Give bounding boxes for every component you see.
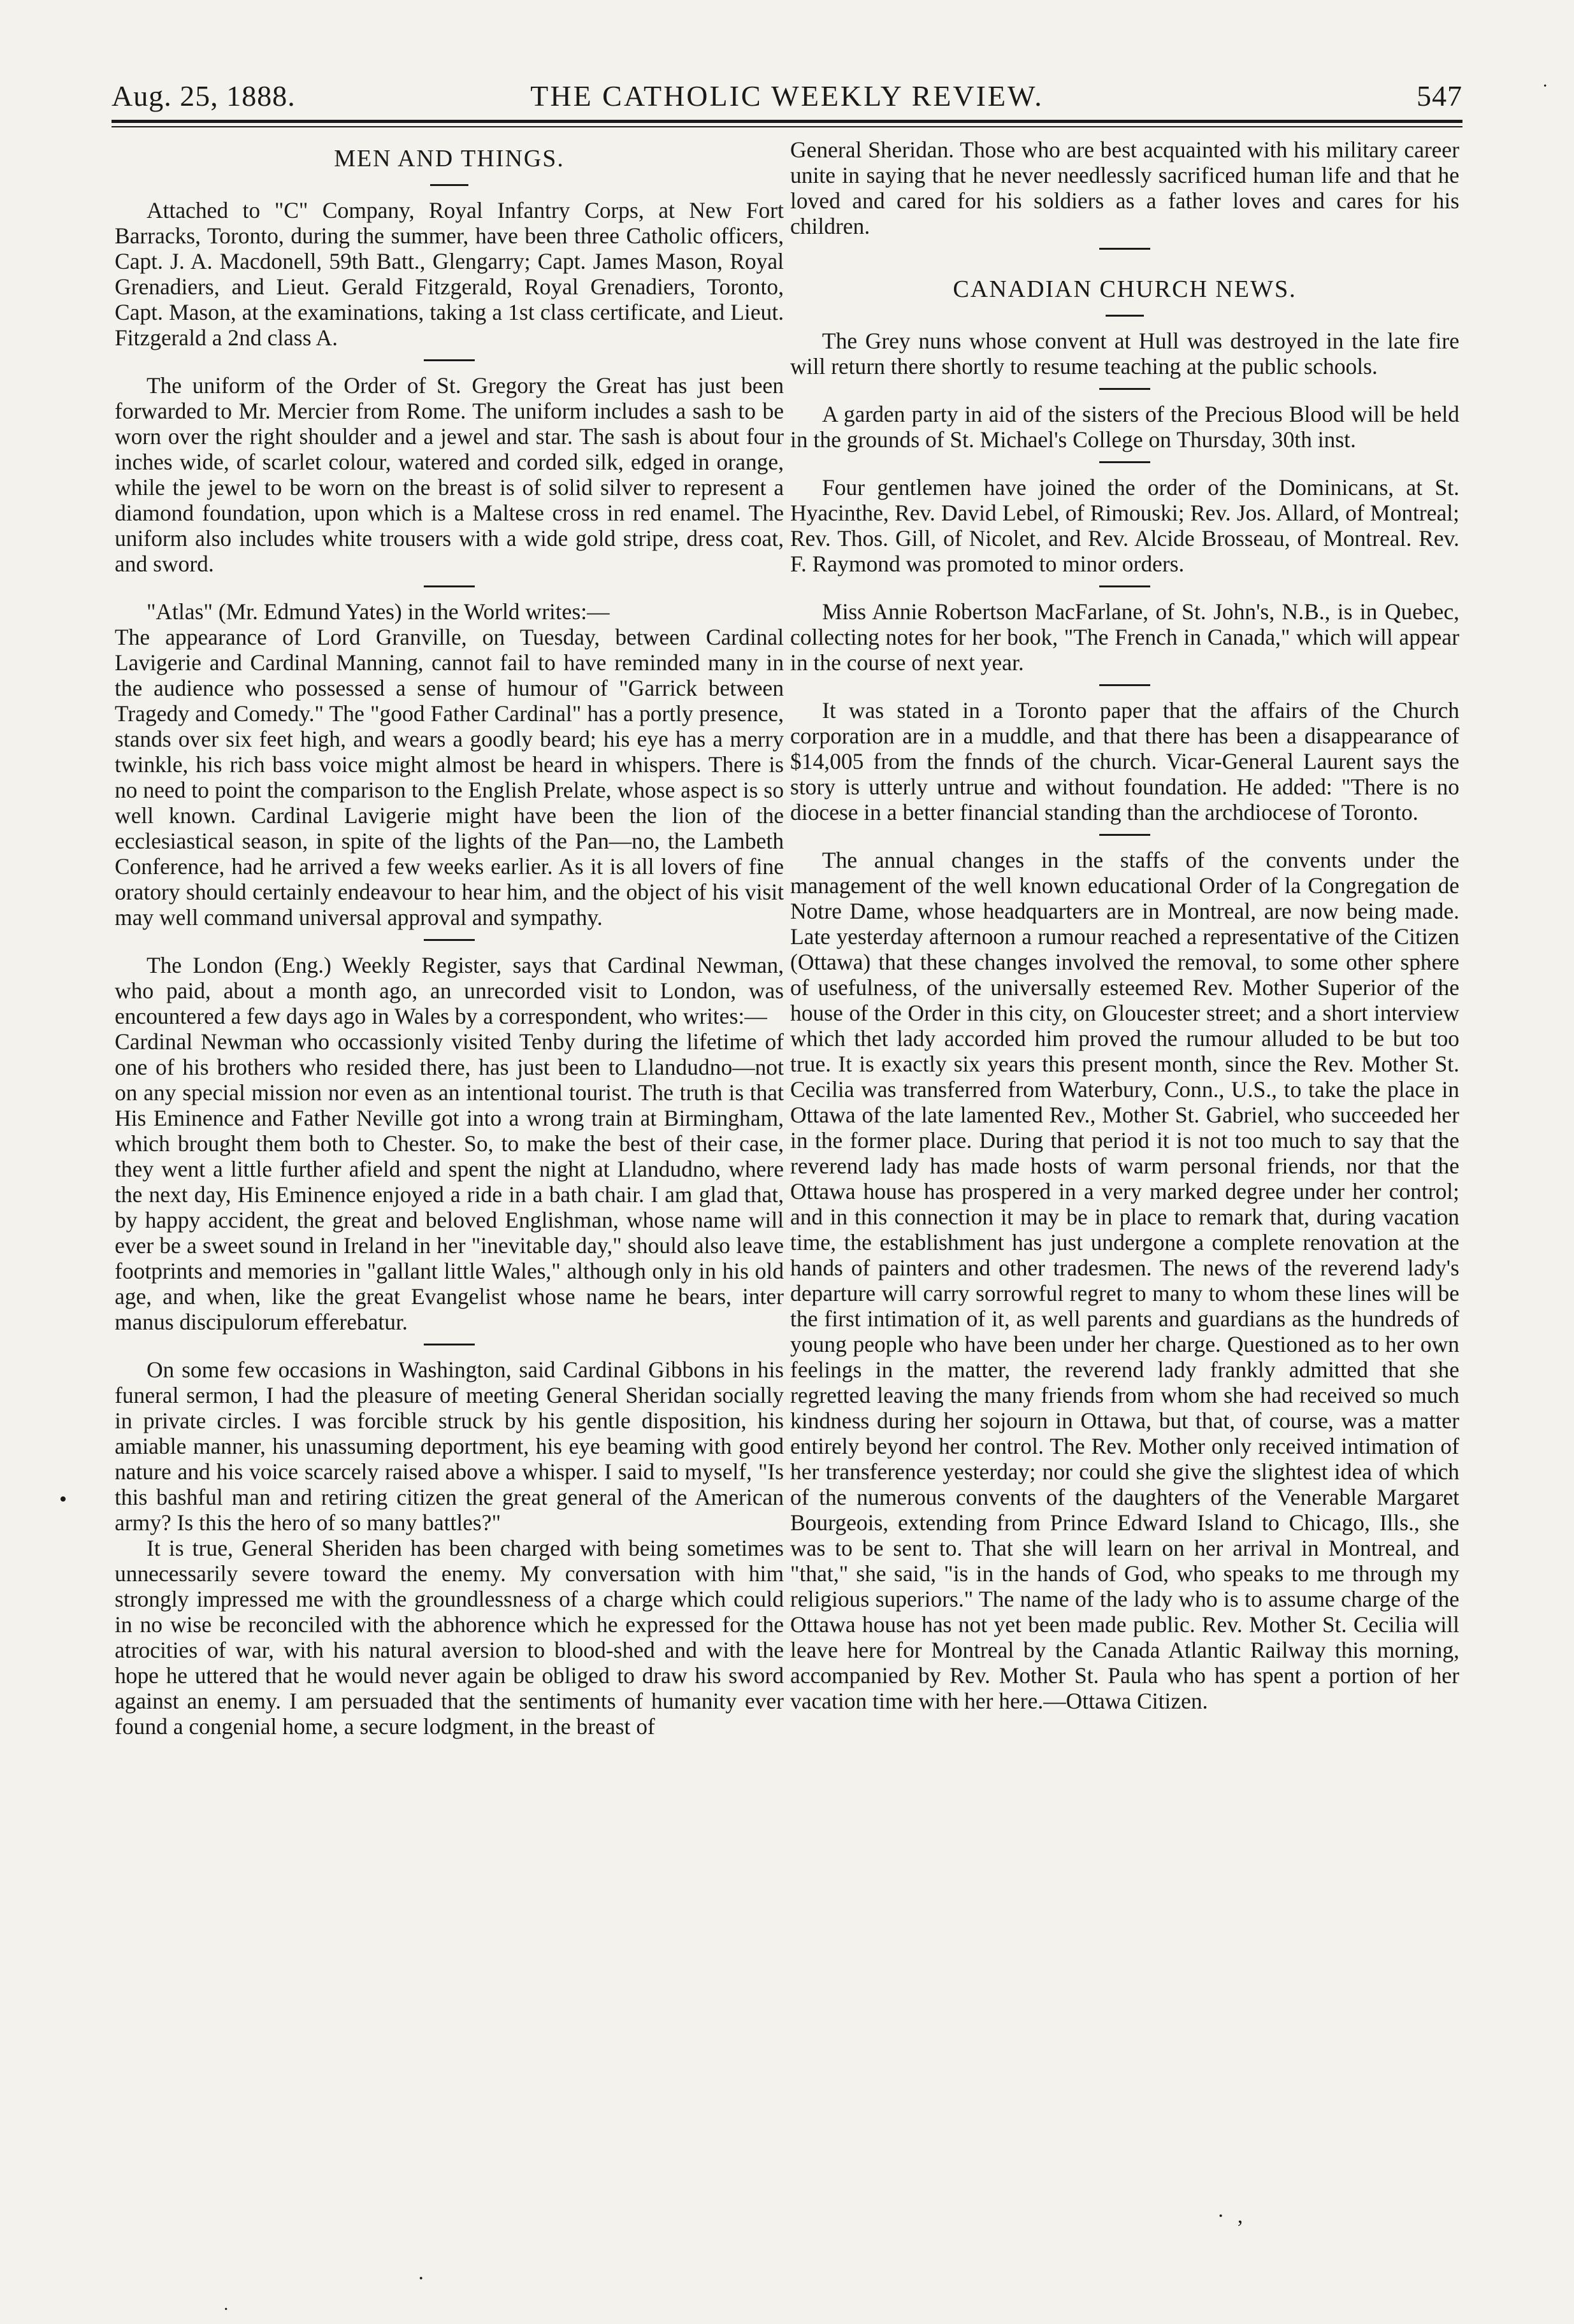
section-title-canadian-church-news: CANADIAN CHURCH NEWS. [953,276,1297,303]
right-column [790,137,1459,1714]
article-paragraph: The appearance of Lord Granville, on Tuesday, between Cardinal Lavigerie and Cardinal Manning, cannot fail to have reminded many in the audience who possessed a sense of humour of "Garrick between Tragedy and Comedy." The "good Father Cardinal" has a portly presence, stands over six feet high, and wears a goodly beard; his eye has a merry twinkle, his rich bass voice might almost be heard in whispers. There is no need to point the comparison to the English Prelate, whose aspect is so well known. Cardinal Lavigerie might have been the lion of the ecclesiastical season, in spite of the lights of the Pan—no, the Lambeth Conference, had he arrived a few weeks earlier. As it is all lovers of fine oratory should certainly endeavour to hear him, and the object of his visit may well command universal approval and sympathy. [115,624,784,930]
article-paragraph: It was stated in a Toronto paper that the affairs of the Church corporation are in a muddle, and that there has been a disappearance of $14,005 from the fnnds of the church. Vicar-General Laurent says the story is utterly untrue and without foundation. He added: "There is no diocese in a better financial standing than the archdiocese of Toronto. [790,698,1459,825]
separator [1099,684,1150,686]
section-title-men-and-things: MEN AND THINGS. [334,145,565,172]
separator [424,939,475,941]
separator [424,585,475,587]
header-page-number: 547 [1417,80,1462,112]
header-rule-thick [112,120,1462,123]
margin-mark: • [59,1488,67,1511]
scan-specks: · , [1217,2204,1247,2228]
article-paragraph: Miss Annie Robertson MacFarlane, of St. John's, N.B., is in Quebec, collecting notes for her book, "The French in Canada," which will appear in the course of next year. [790,599,1459,675]
scan-speck: · [417,2267,425,2290]
separator [1099,461,1150,463]
scan-speck: · [1542,76,1549,96]
article-paragraph: On some few occasions in Washington, said Cardinal Gibbons in his funeral sermon, I had the pleasure of meeting General Sheridan socially in private circles. I was forcible struck by his gentle disposition, his amiable manner, his unassuming deportment, his eye beaming with good nature and his voice scarcely raised above a whisper. I said to myself, "Is this bashful man and retiring citizen the great general of the American army? Is this the hero of so many battles?" [115,1357,784,1535]
article-paragraph: A garden party in aid of the sisters of the Precious Blood will be held in the grounds of St. Michael's College on Thursday, 30th inst. [790,401,1459,452]
separator [1099,248,1150,250]
article-paragraph: Four gentlemen have joined the order of the Dominicans, at St. Hyacinthe, Rev. David Lebel, of Rimouski; Rev. Jos. Allard, of Montreal; Rev. Thos. Gill, of Nicolet, and Rev. Alcide Brosseau, of Montreal. Rev. F. Raymond was promoted to minor orders. [790,475,1459,577]
article-paragraph: The annual changes in the staffs of the convents under the management of the well known educational Order of la Congregation de Notre Dame, whose headquarters are in Montreal, are now being made. Late yesterday afternoon a rumour reached a representative of the Citizen (Ottawa) that these changes involved the removal, to some other sphere of usefulness, of the universally esteemed Rev. Mother Superior of the house of the Order in this city, on Gloucester street; and a short interview which thet lady accorded him proved the rumour alluded to be but too true. It is exactly six years this present month, since the Rev. Mother St. Cecilia was transferred from Waterbury, Conn., U.S., to take the place in Ottawa of the late lamented Rev., Mother St. Gabriel, who succeeded her in the former place. During that period it is not too much to say that the reverend lady has made hosts of warm personal friends, nor that the Ottawa house has prospered in a very marked degree under her control; and in this connection it may be in place to remark that, during vacation time, the establishment has just undergone a complete renovation at the hands of painters and other tradesmen. The news of the reverend lady's departure will carry sorrowful regret to many to whom these lines will be the first intimation of it, as well parents and guardians as the hundreds of young people who have been under her charge. Questioned as to her own feelings in the matter, the reverend lady frankly admitted that she regretted leaving the many friends from whom she had received so much kindness during her sojourn in Ottawa, but that, of course, was a matter entirely beyond her control. The Rev. Mother only received intimation of her transference yesterday; nor could she give the slightest idea of which of the numerous convents of the daughters of the Venerable Margaret Bourgeois, extending from Prince Edward Island to Chicago, Ills., she was to be sent to. That she will learn on her arrival in Montreal, and "that," she said, "is in the hands of God, who speaks to me through my religious superiors." The name of the lady who is to assume charge of the Ottawa house has not yet been made public. Rev. Mother St. Cecilia will leave here for Montreal by the Canada Atlantic Railway this morning, accompanied by Rev. Mother St. Paula who has spent a portion of her vacation time with her here.—Ottawa Citizen. [790,847,1459,1714]
article-paragraph: The London (Eng.) Weekly Register, says that Cardinal Newman, who paid, about a month ago, an unrecorded visit to London, was encountered a few days ago in Wales by a correspondent, who writes:— [115,952,784,1029]
separator [424,359,475,361]
separator [430,184,468,186]
scan-speck: · [223,2300,229,2320]
article-paragraph: Attached to "C" Company, Royal Infantry Corps, at New Fort Barracks, Toronto, during the summer, have been three Catholic officers, Capt. J. A. Macdonell, 59th Batt., Glengarry; Capt. James Mason, Royal Grenadiers, and Lieut. Gerald Fitzgerald, Royal Grenadiers, Toronto, Capt. Mason, at the examinations, taking a 1st class certificate, and Lieut. Fitzgerald a 2nd class A. [115,197,784,350]
article-paragraph: The uniform of the Order of St. Gregory the Great has just been forwarded to Mr. Mercier from Rome. The uniform includes a sash to be worn over the right shoulder and a jewel and star. The sash is about four inches wide, of scarlet colour, watered and corded silk, edged in orange, while the jewel to be worn on the breast is of solid silver to represent a diamond foundation, upon which is a Maltese cross in red enamel. The uniform also includes white trousers with a wide gold stripe, dress coat, and sword. [115,373,784,577]
left-column [115,137,784,1739]
separator [1099,388,1150,390]
separator [1106,315,1144,317]
separator [1099,585,1150,587]
page-header [112,75,1462,120]
article-paragraph: "Atlas" (Mr. Edmund Yates) in the World writes:— [147,599,610,624]
article-paragraph: Cardinal Newman who occassionly visited Tenby during the lifetime of one of his brothers who resided there, has just been to Llandudno—not on any special mission nor even as an intentional tourist. The truth is that His Eminence and Father Neville got into a wrong train at Birmingham, which brought them both to Chester. So, to make the best of their case, they went a little further afield and spent the night at Llandudno, where the next day, His Eminence enjoyed a ride in a bath chair. I am glad that, by happy accident, the great and beloved Englishman, whose name will ever be a sweet sound in Ireland in her "inevitable day," should also leave footprints and memories in "gallant little Wales," although only in his old age, and when, like the great Evangelist whose name he bears, inter manus discipulorum efferebatur. [115,1029,784,1335]
header-rule-thin [112,126,1462,127]
separator [1099,834,1150,836]
header-date: Aug. 25, 1888. [112,80,296,112]
header-title: THE CATHOLIC WEEKLY REVIEW. [530,80,1044,112]
separator [424,1344,475,1345]
article-paragraph: General Sheridan. Those who are best acquainted with his military career unite in saying that he never needlessly sacrificed human life and that he loved and cared for his soldiers as a father loves and cares for his children. [790,137,1459,239]
article-paragraph: It is true, General Sheriden has been charged with being sometimes unnecessarily severe toward the enemy. My conversation with him strongly impressed me with the groundlessness of a charge which could in no wise be reconciled with the abhorence which he expressed for the atrocities of war, with his natural aversion to blood-shed and with the hope he uttered that he would never again be obliged to draw his sword against an enemy. I am persuaded that the sentiments of humanity ever found a congenial home, a secure lodgment, in the breast of [115,1535,784,1739]
article-paragraph: The Grey nuns whose convent at Hull was destroyed in the late fire will return there shortly to resume teaching at the public schools. [790,328,1459,379]
